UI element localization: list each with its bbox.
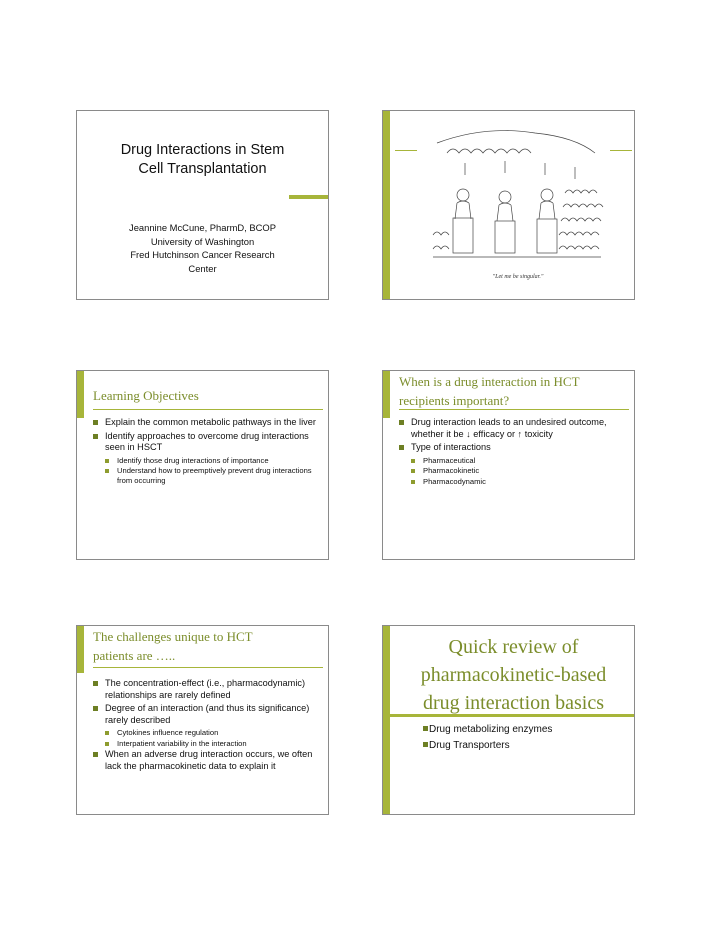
objective-item: Identify approaches to overcome drug interactions seen in HSCT: [93, 431, 319, 454]
debate-cartoon-illustration: [425, 123, 605, 283]
objective-item: Explain the common metabolic pathways in the liver: [93, 417, 319, 429]
title-underline: [77, 196, 305, 200]
accent-bar: [289, 195, 329, 199]
bullet-subitem: Pharmacokinetic: [399, 466, 625, 476]
slide-title-line-1: When is a drug interaction in HCT: [399, 374, 580, 389]
review-item: Drug Transporters: [423, 738, 552, 754]
section-title-line-1: Quick review of: [448, 636, 579, 658]
bullet-square-icon: [399, 420, 404, 425]
presentation-title-line-2: Cell Transplantation: [138, 161, 267, 177]
bullet-item: The concentration-effect (i.e., pharmacodynamic) relationships are rarely defined: [93, 678, 313, 701]
slide-1-title: [76, 110, 329, 300]
bullet-item: Drug interaction leads to an undesired outcome, whether it be ↓ efficacy or ↑ toxicity: [399, 417, 625, 440]
slide-4-drug-interaction-importance: [382, 370, 635, 560]
slide-title-line-1: The challenges unique to HCT: [93, 629, 253, 644]
accent-sidebar: [383, 626, 390, 815]
bullet-square-icon: [411, 459, 415, 463]
author: Jeannine McCune, PharmD, BCOP: [129, 222, 276, 233]
bullet-item: Type of interactions: [399, 442, 625, 454]
accent-sidebar: [383, 371, 390, 418]
bullet-item: Degree of an interaction (and thus its significance) rarely described: [93, 703, 313, 726]
slide-5-hct-challenges: [76, 625, 329, 815]
bullet-square-icon: [399, 445, 404, 450]
bullet-subitem: Cytokines influence regulation: [93, 728, 313, 738]
title-rule: [399, 409, 629, 410]
section-title-line-2: pharmacokinetic-based: [420, 664, 607, 686]
bullet-subitem: Pharmacodynamic: [399, 477, 625, 487]
accent-sidebar: [77, 371, 84, 418]
bullet-square-icon: [93, 752, 98, 757]
affiliation-2-line-2: Center: [188, 262, 217, 274]
accent-rule-right: [610, 150, 632, 151]
section-rule: [383, 714, 635, 717]
section-title-line-3: drug interaction basics: [422, 692, 605, 714]
slide-3-learning-objectives: [76, 370, 329, 560]
review-item: Drug metabolizing enzymes: [423, 722, 552, 738]
bullet-item: When an adverse drug interaction occurs, we often lack the pharmacokinetic data to explain it: [93, 749, 313, 772]
slide-title-line-2: recipients important?: [399, 393, 510, 408]
affiliation-2-line-1: Fred Hutchinson Cancer Research: [130, 249, 275, 260]
title-rule: [93, 409, 323, 410]
bullet-square-icon: [93, 434, 98, 439]
objective-subitem: Understand how to preemptively prevent drug interactions from occurring: [93, 466, 319, 485]
presentation-title-line-1: Drug Interactions in Stem: [120, 142, 285, 158]
bullet-square-icon: [411, 469, 415, 473]
bullet-square-icon: [105, 731, 109, 735]
slide-title-line-2: patients are …..: [93, 648, 176, 663]
slide-2-cartoon: [382, 110, 635, 300]
slide-6-pk-review: [382, 625, 635, 815]
bullet-square-icon: [93, 681, 98, 686]
bullet-subitem: Interpatient variability in the interaction: [93, 739, 313, 749]
bullet-subitem: Pharmaceutical: [399, 456, 625, 466]
bullet-square-icon: [411, 480, 415, 484]
accent-sidebar: [383, 111, 390, 300]
accent-rule-left: [395, 150, 417, 151]
affiliation-1: University of Washington: [150, 235, 255, 247]
bullet-square-icon: [105, 742, 109, 746]
bullet-square-icon: [423, 726, 428, 731]
cartoon-caption: "Let me be singular.": [492, 274, 544, 280]
bullet-square-icon: [93, 706, 98, 711]
bullet-square-icon: [105, 469, 109, 473]
title-rule: [93, 667, 323, 668]
slide-title: Learning Objectives: [93, 388, 199, 403]
accent-sidebar: [77, 626, 84, 673]
bullet-square-icon: [93, 420, 98, 425]
bullet-square-icon: [105, 459, 109, 463]
objective-subitem: Identify those drug interactions of importance: [93, 456, 319, 466]
bullet-square-icon: [423, 742, 428, 747]
